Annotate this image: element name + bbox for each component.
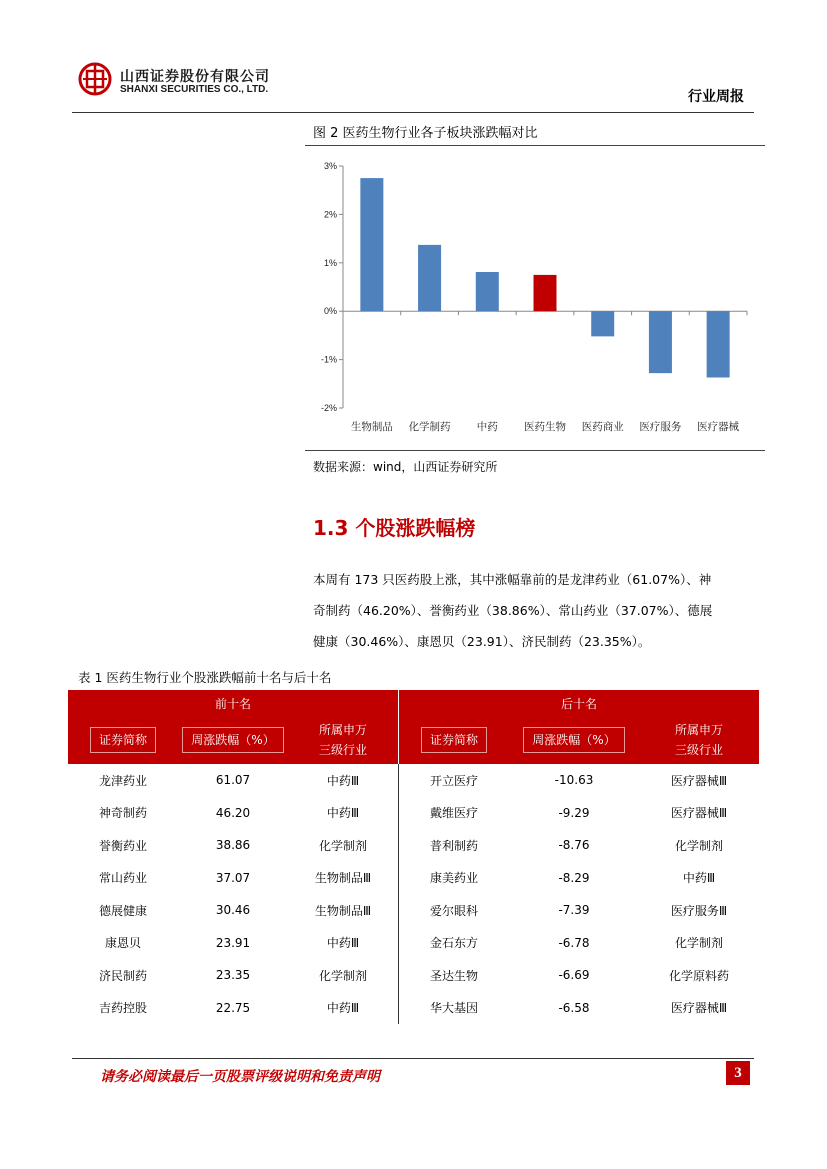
group-header-bottom: 后十名 xyxy=(399,690,760,716)
y-tick-label: 0% xyxy=(323,306,337,317)
table-cell: 61.07 xyxy=(215,773,251,788)
bar xyxy=(649,311,672,373)
company-name-cn: 山西证券股份有限公司 xyxy=(120,69,270,85)
bar xyxy=(418,245,441,311)
table-cell: -6.78 xyxy=(558,935,590,950)
table-cell: 华大基因 xyxy=(429,1001,478,1016)
bar xyxy=(591,311,614,336)
figure-title: 图 2 医药生物行业各子板块涨跌幅对比 xyxy=(313,126,538,141)
company-logo xyxy=(78,62,112,96)
table-cell: 开立医疗 xyxy=(429,773,478,788)
table-cell: 37.07 xyxy=(215,870,251,885)
footer-disclaimer: 请务必阅读最后一页股票评级说明和免责声明 xyxy=(100,1069,380,1085)
table-cell: -7.39 xyxy=(558,903,590,918)
table-row xyxy=(68,927,759,960)
table-cell: 生物制品Ⅲ xyxy=(288,894,399,927)
table-cell: 化学制剂 xyxy=(288,959,399,992)
page-number: 3 xyxy=(726,1061,750,1085)
bar xyxy=(707,311,730,377)
header-divider xyxy=(72,112,754,113)
paragraph-line: 奇制药（46.20%）、誉衡药业（38.86%）、常山药业（37.07%）、德展 xyxy=(313,603,713,618)
table-cell: 化学原料药 xyxy=(668,968,729,983)
col-header: 所属申万 三级行业 xyxy=(639,716,759,764)
y-tick-label: -1% xyxy=(320,354,337,365)
table-cell: 化学制剂 xyxy=(674,936,723,951)
table-cell: 中药Ⅲ xyxy=(682,871,716,886)
table-cell: 德展健康 xyxy=(98,903,147,918)
figure-bottom-rule xyxy=(305,450,765,451)
bar xyxy=(476,272,499,311)
x-category-label: 中药 xyxy=(476,421,498,433)
table-cell: 中药Ⅲ xyxy=(288,927,399,960)
col-header: 证券简称 xyxy=(68,716,178,764)
y-tick-label: 3% xyxy=(323,161,337,171)
col-header: 证券简称 xyxy=(399,716,510,764)
y-tick-label: 2% xyxy=(323,209,337,220)
x-category-label: 生物制品 xyxy=(350,421,393,433)
x-category-label: 医疗器械 xyxy=(697,421,740,433)
table-row xyxy=(68,992,759,1025)
table-row xyxy=(68,764,759,797)
table-cell: 23.35 xyxy=(215,968,251,983)
bar xyxy=(360,178,383,311)
x-category-label: 医疗服务 xyxy=(639,421,682,433)
table-cell: 中药Ⅲ xyxy=(288,992,399,1025)
table-cell: 化学制剂 xyxy=(674,838,723,853)
table-cell: 中药Ⅲ xyxy=(288,797,399,830)
table-cell: 中药Ⅲ xyxy=(288,764,399,797)
section-heading: 1.3 个股涨跌幅榜 xyxy=(313,516,476,540)
table-row xyxy=(68,797,759,830)
table-row xyxy=(68,959,759,992)
table-cell: 爱尔眼科 xyxy=(429,903,478,918)
table-cell: 23.91 xyxy=(215,935,251,950)
col-header: 所属申万 三级行业 xyxy=(288,716,399,764)
table-cell: -9.29 xyxy=(558,805,590,820)
table-cell: 济民制药 xyxy=(98,968,147,983)
table-cell: 康恩贝 xyxy=(104,936,141,951)
col-header: 周涨跌幅（%） xyxy=(178,716,288,764)
x-category-label: 化学制药 xyxy=(408,421,451,433)
table-cell: 生物制品Ⅲ xyxy=(288,862,399,895)
bar-chart xyxy=(305,148,765,448)
table-cell: -6.58 xyxy=(558,1000,590,1015)
paragraph-line: 健康（30.46%）、康恩贝（23.91）、济民制药（23.35%）。 xyxy=(313,634,651,649)
table-cell: -8.29 xyxy=(558,870,590,885)
table-cell: 戴维医疗 xyxy=(429,806,478,821)
table-cell: 医疗器械Ⅲ xyxy=(670,773,728,788)
table-cell: 医疗服务Ⅲ xyxy=(670,903,728,918)
table-cell: 46.20 xyxy=(215,805,251,820)
table-cell: 龙津药业 xyxy=(98,773,147,788)
table-row xyxy=(68,894,759,927)
col-header: 周涨跌幅（%） xyxy=(509,716,639,764)
table-cell: 38.86 xyxy=(215,838,251,853)
table-cell: 普利制药 xyxy=(429,838,478,853)
table-cell: 誉衡药业 xyxy=(98,838,147,853)
x-category-label: 医药商业 xyxy=(581,421,624,433)
table-title: 表 1 医药生物行业个股涨跌幅前十名与后十名 xyxy=(78,670,332,685)
stock-ranking-table xyxy=(68,690,759,1024)
document-type: 行业周报 xyxy=(688,89,744,105)
y-tick-label: -2% xyxy=(320,403,337,413)
table-cell: 30.46 xyxy=(215,903,251,918)
paragraph-line: 本周有 173 只医药股上涨，其中涨幅靠前的是龙津药业（61.07%）、神 xyxy=(313,572,712,587)
table-cell: 吉药控股 xyxy=(98,1001,147,1016)
table-cell: 金石东方 xyxy=(429,936,478,951)
company-name-en: SHANXI SECURITIES CO., LTD. xyxy=(120,84,269,95)
x-category-label: 医药生物 xyxy=(524,421,566,433)
table-cell: 圣达生物 xyxy=(429,968,478,983)
table-row xyxy=(68,829,759,862)
table-cell: 神奇制药 xyxy=(98,806,147,821)
y-tick-label: 1% xyxy=(323,257,337,268)
table-cell: 常山药业 xyxy=(98,871,147,886)
table-cell: -10.63 xyxy=(554,773,594,788)
group-header-top: 前十名 xyxy=(68,690,399,716)
footer-divider xyxy=(72,1058,754,1059)
table-cell: 医疗器械Ⅲ xyxy=(670,806,728,821)
table-cell: 化学制剂 xyxy=(288,829,399,862)
figure-source: 数据来源：wind，山西证券研究所 xyxy=(313,460,498,474)
bar xyxy=(534,275,557,311)
table-cell: -6.69 xyxy=(558,968,590,983)
table-cell: 22.75 xyxy=(215,1000,251,1015)
table-cell: 医疗器械Ⅲ xyxy=(670,1001,728,1016)
table-cell: -8.76 xyxy=(558,838,590,853)
table-row xyxy=(68,862,759,895)
figure-top-rule xyxy=(305,145,765,146)
table-cell: 康美药业 xyxy=(429,871,478,886)
